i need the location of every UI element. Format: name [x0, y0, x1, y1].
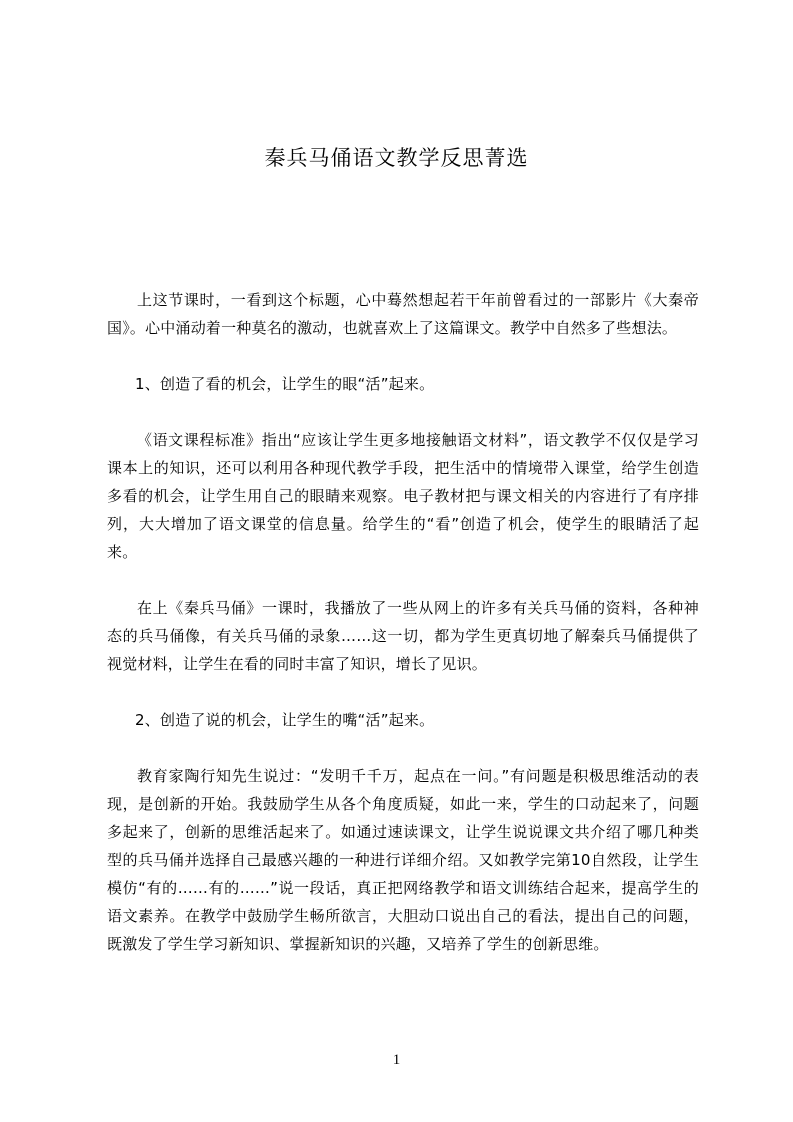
paragraph-multimedia-materials: 在上《秦兵马俑》一课时，我播放了一些从网上的许多有关兵马俑的资料，各种神态的兵马俑像，有关兵马俑的录象……这一切，都为学生更真切地了解秦兵马俑提供了视觉材料，让学生在看的同时丰富了知识，增长了见识。	[107, 599, 699, 673]
page-number: 1	[392, 1052, 401, 1068]
section-heading-1: 1、创造了看的机会，让学生的眼“活”起来。	[135, 375, 435, 393]
paragraph-questioning: 教育家陶行知先生说过：“发明千千万，起点在一问。”有问题是积极思维活动的表现，是创新的开始。我鼓励学生从各个角度质疑，如此一来，学生的口动起来了，问题多起来了，创新的思维活起来了。如通过速读课文，让学生说说课文共介绍了哪几种类型的兵马俑并选择自己最感兴趣的一种进行详细介绍。又如教学完第10自然段，让学生模仿“有的……有的……”说一段话，真正把网络教学和语文训练结合起来，提高学生的语文素养。在教学中鼓励学生畅所欲言，大胆动口说出自己的看法，提出自己的问题，既激发了学生学习新知识、掌握新知识的兴趣，又培养了学生的创新思维。	[107, 767, 699, 953]
document-title: 秦兵马俑语文教学反思菁选	[264, 146, 529, 170]
paragraph-curriculum-standard: 《语文课程标准》指出“应该让学生更多地接触语文材料”，语文教学不仅仅是学习课本上的知识，还可以利用各种现代教学手段，把生活中的情境带入课堂，给学生创造多看的机会，让学生用自己的眼睛来观察。电子教材把与课文相关的内容进行了有序排列，大大增加了语文课堂的信息量。给学生的“看”创造了机会，使学生的眼睛活了起来。	[107, 431, 699, 561]
document-body	[107, 286, 699, 986]
paragraph-intro: 上这节课时，一看到这个标题，心中蓦然想起若干年前曾看过的一部影片《大秦帝国》。心中涌动着一种莫名的激动，也就喜欢上了这篇课文。教学中自然多了些想法。	[107, 291, 699, 337]
section-heading-2: 2、创造了说的机会，让学生的嘴“活”起来。	[135, 711, 435, 729]
